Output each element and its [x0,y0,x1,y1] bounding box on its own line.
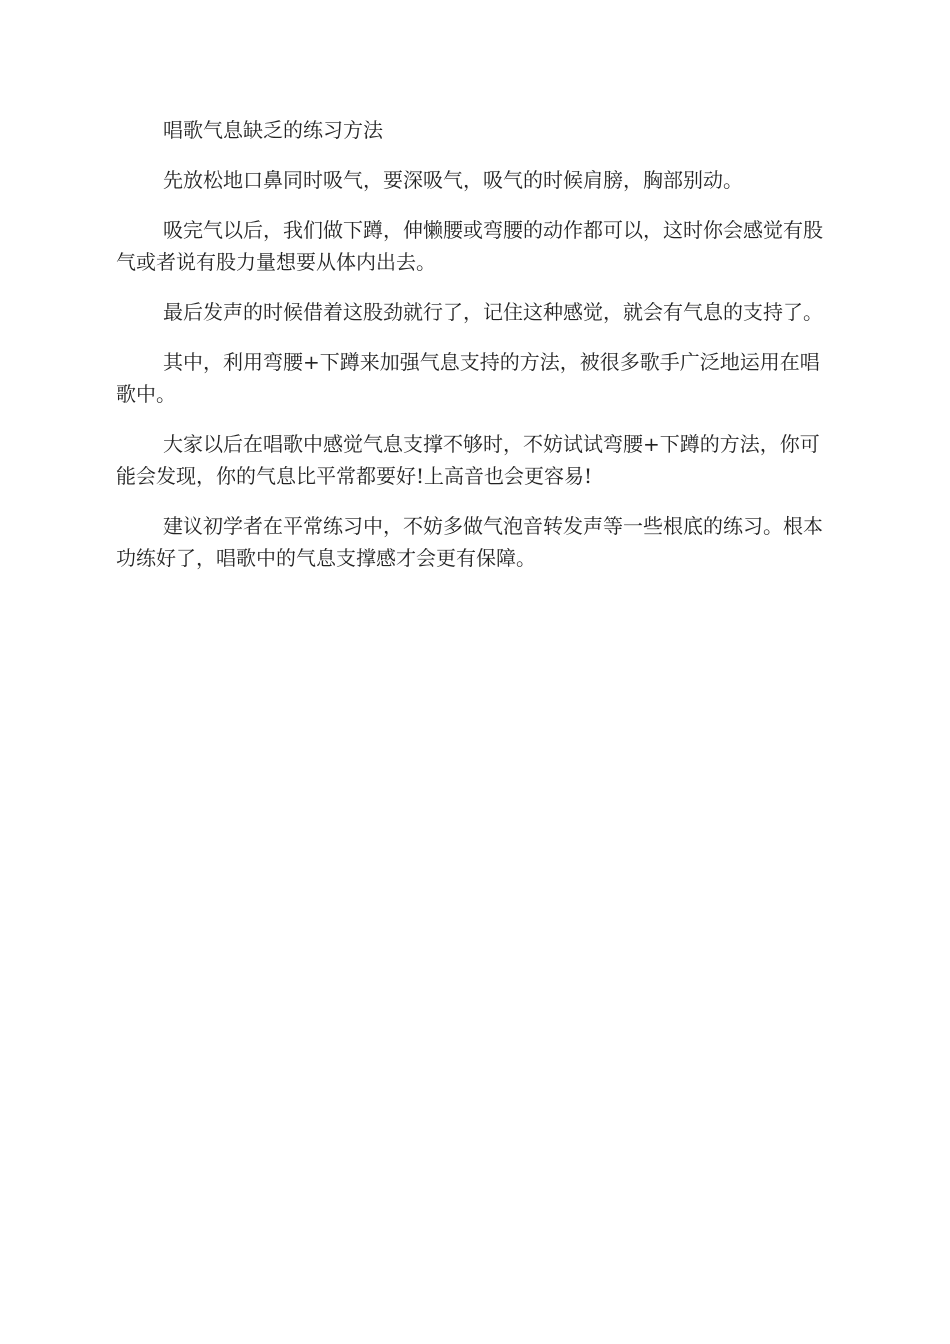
document-title: 唱歌气息缺乏的练习方法 [163,118,383,142]
document-page [116,114,836,592]
paragraph-3: 最后发声的时候借着这股劲就行了，记住这种感觉，就会有气息的支持了。 [163,300,823,324]
paragraph-5: 大家以后在唱歌中感觉气息支撑不够时，不妨试试弯腰+下蹲的方法，你可能会发现，你的气息比平常都要好!上高音也会更容易! [116,432,820,488]
paragraph-6: 建议初学者在平常练习中，不妨多做气泡音转发声等一些根底的练习。根本功练好了，唱歌中的气息支撑感才会更有保障。 [116,514,823,570]
paragraph-2: 吸完气以后，我们做下蹲，伸懒腰或弯腰的动作都可以，这时你会感觉有股气或者说有股力量想要从体内出去。 [116,218,823,274]
paragraph-4: 其中，利用弯腰+下蹲来加强气息支持的方法，被很多歌手广泛地运用在唱歌中。 [116,350,820,406]
paragraph-1: 先放松地口鼻同时吸气，要深吸气，吸气的时候肩膀，胸部别动。 [163,168,743,192]
